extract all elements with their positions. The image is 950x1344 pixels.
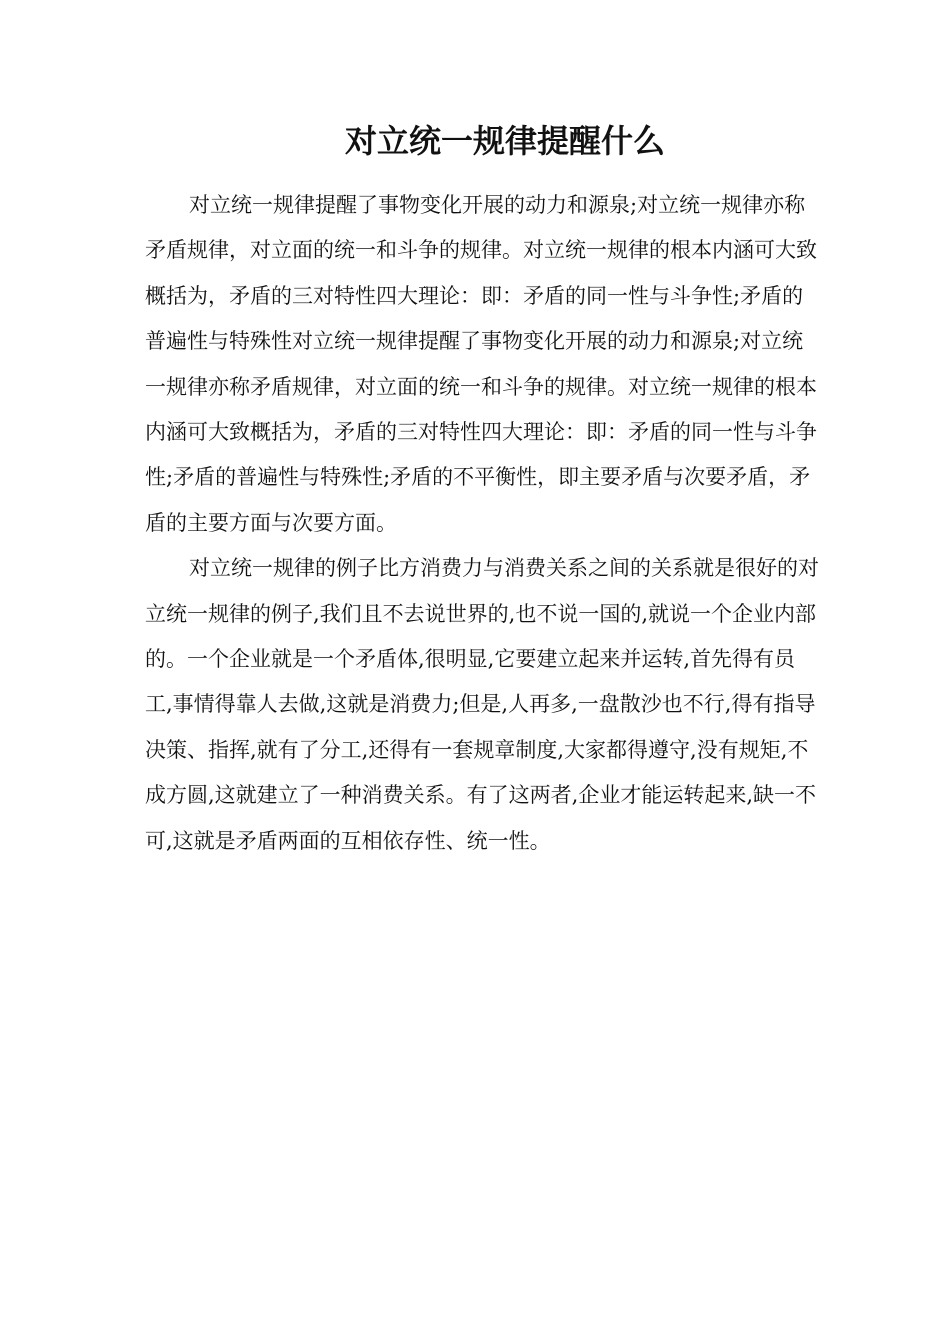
document-title: 对立统一规律提醒什么 xyxy=(344,122,665,160)
paragraph-1: 对立统一规律提醒了事物变化开展的动力和源泉;对立统一规律亦称矛盾规律，对立面的统一和斗争的规律。对立统一规律的根本内涵可大致概括为，矛盾的三对特性四大理论：即：矛盾的同一性与斗争性;矛盾的普遍性与特殊性对立统一规律提醒了事物变化开展的动力和源泉;对立统一规律亦称矛盾规律，对立面的统一和斗争的规律。对立统一规律的根本内涵可大致概括为，矛盾的三对特性四大理论：即：矛盾的同一性与斗争性;矛盾的普遍性与特殊性;矛盾的不平衡性，即主要矛盾与次要矛盾，矛盾的主要方面与次要方面。 xyxy=(145,193,817,535)
paragraph-2: 对立统一规律的例子比方消费力与消费关系之间的关系就是很好的对立统一规律的例子,我们且不去说世界的,也不说一国的,就说一个企业内部的。一个企业就是一个矛盾体,很明显,它要建立起来并运转,首先得有员工,事情得靠人去做,这就是消费力;但是,人再多,一盘散沙也不行,得有指导决策、指挥,就有了分工,还得有一套规章制度,大家都得遵守,没有规矩,不成方圆,这就建立了一种消费关系。有了这两者,企业才能运转起来,缺一不可,这就是矛盾两面的互相依存性、统一性。 xyxy=(145,556,819,853)
document-body xyxy=(145,183,820,864)
